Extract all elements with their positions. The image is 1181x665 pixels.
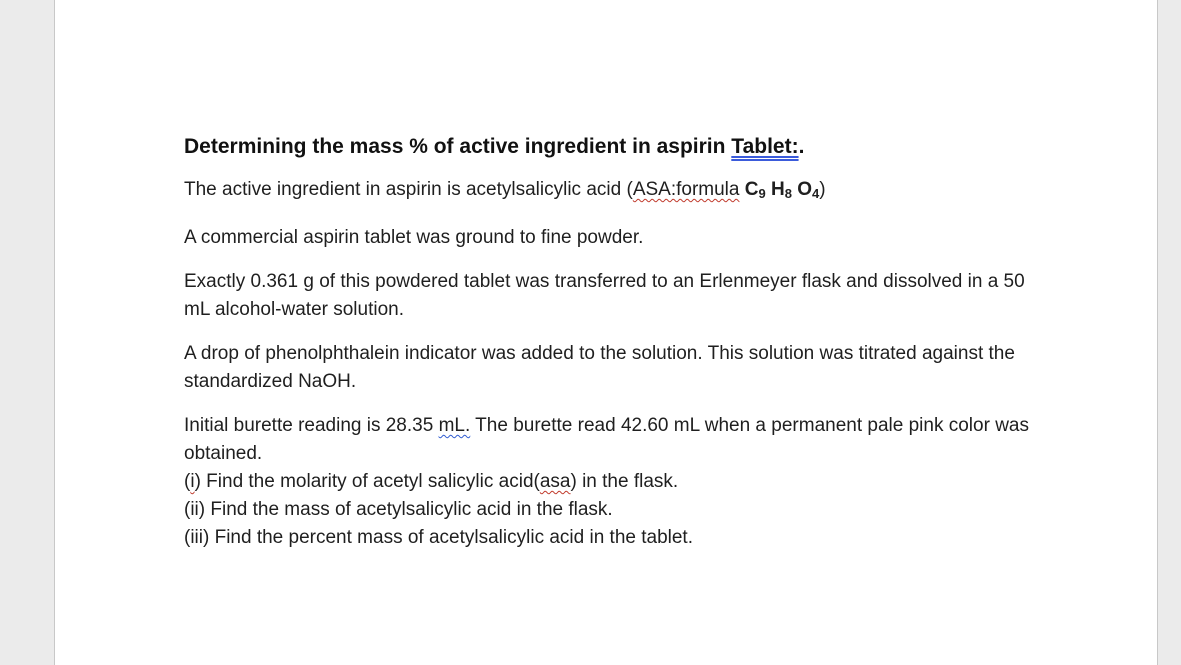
spelling-flag-asa-formula[interactable]: ASA:formula <box>632 179 740 200</box>
formula-h-sub: 8 <box>784 186 792 201</box>
formula-o-sub: 4 <box>812 186 820 201</box>
heading-tablet-word[interactable]: Tablet: <box>731 135 799 158</box>
q1-mid: ) Find the molarity of acetyl salicylic acid( <box>194 471 540 492</box>
heading-text: Determining the mass % of active ingredient in aspirin <box>184 135 732 158</box>
q1-open: ( <box>184 471 191 492</box>
q1-end: ) in the flask. <box>570 471 679 492</box>
burette-before: Initial burette reading is 28.35 <box>184 415 439 436</box>
paragraph-powder: A commercial aspirin tablet was ground to fine powder. <box>184 227 644 248</box>
heading-trailing: . <box>798 135 805 158</box>
formula-c-sub: 9 <box>758 186 766 201</box>
intro-close: ) <box>819 179 826 200</box>
spelling-flag-asa[interactable]: asa <box>539 471 571 492</box>
formula-c: C <box>744 179 759 200</box>
question-3: (iii) Find the percent mass of acetylsalicylic acid in the tablet. <box>184 527 693 548</box>
intro-paragraph <box>184 176 1054 208</box>
document-page[interactable] <box>54 0 1158 665</box>
formula-o: O <box>791 179 813 200</box>
paragraph-dissolve: Exactly 0.361 g of this powdered tablet was transferred to an Erlenmeyer flask and dissolved in a 50 mL alcohol-water solution. <box>184 271 1025 320</box>
document-body[interactable] <box>184 132 1054 552</box>
intro-text: The active ingredient in aspirin is acetylsalicylic acid ( <box>184 179 633 200</box>
formula-h: H <box>765 179 785 200</box>
paragraph-titration: A drop of phenolphthalein indicator was added to the solution. This solution was titrated against the standardized NaOH. <box>184 343 1015 392</box>
grammar-flag-ml[interactable]: mL. <box>438 415 471 436</box>
question-1 <box>184 468 1054 496</box>
question-2: (ii) Find the mass of acetylsalicylic acid in the flask. <box>184 499 613 520</box>
document-heading <box>184 132 1054 162</box>
burette-after: The burette read 42.60 mL when a permanent pale pink color was obtained. <box>184 415 1029 464</box>
paragraph-burette <box>184 412 1054 468</box>
chemical-formula <box>745 179 820 200</box>
question-list <box>184 468 1054 552</box>
spelling-flag-i[interactable]: i <box>190 471 195 492</box>
